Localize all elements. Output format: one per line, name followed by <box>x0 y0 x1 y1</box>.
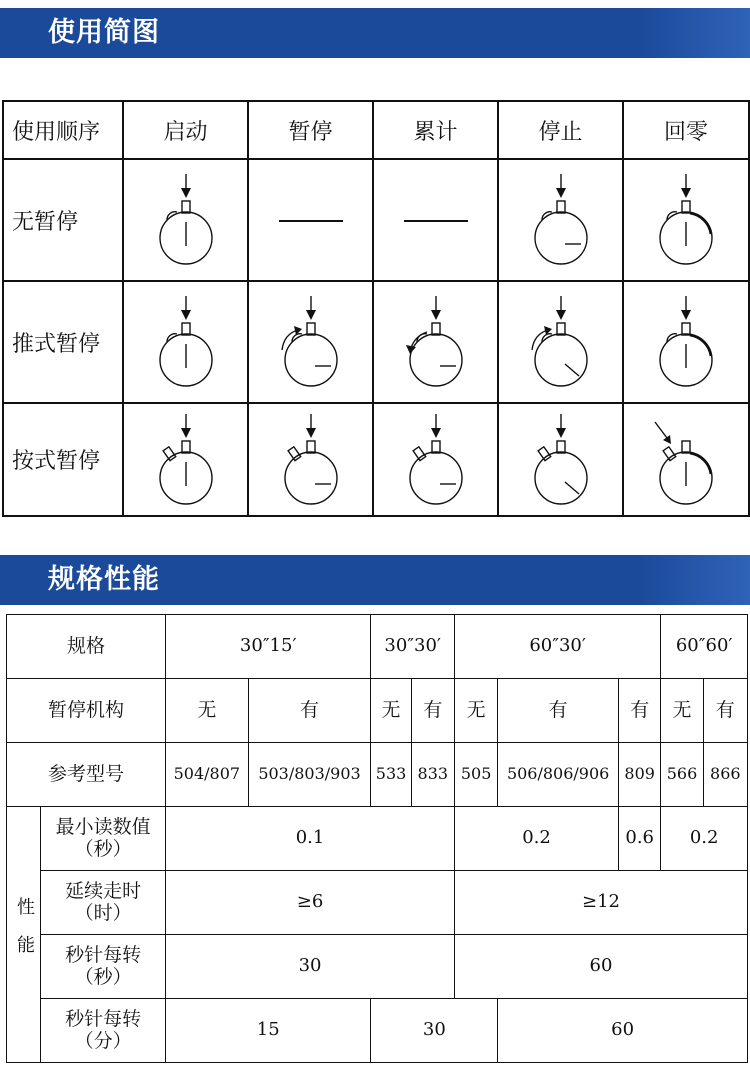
spec-row-model <box>7 743 748 807</box>
stopwatch-push-cumulate-icon <box>391 292 481 392</box>
arrow-head <box>556 428 566 438</box>
spec-label <box>41 935 166 999</box>
pause-value: 有 <box>498 679 619 743</box>
watch-hand <box>565 482 579 494</box>
model-value: 809 <box>619 743 661 807</box>
crown <box>682 323 690 335</box>
spec-row-pause <box>7 679 748 743</box>
not-applicable-dash <box>279 220 343 222</box>
press-arrow-head <box>663 435 671 444</box>
stopwatch-push-pause-icon <box>266 292 356 392</box>
crown <box>307 323 315 335</box>
usage-header-stop: 停止 <box>498 101 623 159</box>
arrow-head <box>306 428 316 438</box>
spec-value: 30″30′ <box>371 615 455 679</box>
spec-label-unit: （秒） <box>74 837 132 860</box>
usage-header-order: 使用顺序 <box>3 101 123 159</box>
spec-label <box>41 871 166 935</box>
crown <box>432 323 440 335</box>
spec-value: 60 <box>454 935 747 999</box>
spec-value: 60 <box>498 999 748 1063</box>
stopwatch-reset-icon <box>641 292 731 392</box>
stopwatch-stop-icon <box>516 170 606 270</box>
usage-cell <box>248 281 373 403</box>
spec-label-text: 延续走时 <box>65 879 142 902</box>
pause-value: 有 <box>703 679 747 743</box>
usage-row-press-pause <box>3 403 749 516</box>
usage-cell <box>498 403 623 516</box>
model-value: 566 <box>661 743 703 807</box>
spec-label: 暂停机构 <box>7 679 166 743</box>
crown <box>557 441 565 453</box>
usage-header-cumulate: 累计 <box>373 101 498 159</box>
pause-value: 无 <box>371 679 411 743</box>
spec-row-minutes-per-rev <box>7 999 748 1063</box>
model-value: 503/803/903 <box>248 743 371 807</box>
spec-label-unit: （秒） <box>74 965 132 988</box>
spec-row-duration <box>7 871 748 935</box>
reset-arc <box>690 453 711 474</box>
watch-case <box>410 334 462 386</box>
spec-value: 0.1 <box>166 807 455 871</box>
crown <box>307 441 315 453</box>
spec-value: 60″60′ <box>661 615 748 679</box>
spec-value: ≥12 <box>454 871 747 935</box>
spec-label-text: 秒针每转 <box>65 1007 142 1030</box>
watch-case <box>535 452 587 504</box>
usage-row-label: 推式暂停 <box>3 281 123 403</box>
stopwatch-press-pause-icon <box>266 410 356 510</box>
watch-hand <box>565 364 579 376</box>
crown <box>682 441 690 453</box>
stopwatch-press-cumulate-icon <box>391 410 481 510</box>
spec-label <box>41 807 166 871</box>
spec-row-seconds-per-rev <box>7 935 748 999</box>
usage-cell <box>123 281 248 403</box>
usage-header-pause: 暂停 <box>248 101 373 159</box>
arrow-head <box>181 428 191 438</box>
crown <box>182 323 190 335</box>
usage-row-no-pause <box>3 159 749 281</box>
spec-label-text: 最小读数值 <box>55 815 151 838</box>
spec-value: 30 <box>166 935 455 999</box>
usage-cell <box>623 403 749 516</box>
crown <box>182 201 190 213</box>
stopwatch-press-reset-icon <box>641 410 731 510</box>
pause-value: 有 <box>248 679 371 743</box>
pause-value: 无 <box>166 679 249 743</box>
spec-row-min-reading <box>7 807 748 871</box>
usage-cell <box>248 159 373 281</box>
spec-label-text: 秒针每转 <box>65 943 142 966</box>
arrow-head <box>431 310 441 320</box>
model-value: 504/807 <box>166 743 249 807</box>
arrow-head <box>556 310 566 320</box>
spec-label <box>41 999 166 1063</box>
watch-case <box>535 334 587 386</box>
arrow-head <box>181 310 191 320</box>
model-value: 505 <box>454 743 497 807</box>
spec-value: 30″15′ <box>166 615 371 679</box>
stopwatch-push-stop-icon <box>516 292 606 392</box>
watch-case <box>285 334 337 386</box>
arrow-head <box>556 188 566 198</box>
spec-section-title: 规格性能 <box>48 564 160 595</box>
reset-arc <box>690 213 711 234</box>
model-value: 506/806/906 <box>498 743 619 807</box>
usage-cell <box>373 403 498 516</box>
usage-row-label: 无暂停 <box>3 159 123 281</box>
arrow-head <box>306 310 316 320</box>
spec-value: 30 <box>371 999 498 1063</box>
spec-value: 0.6 <box>619 807 661 871</box>
pause-value: 无 <box>661 679 703 743</box>
arrow-head <box>681 188 691 198</box>
crown <box>682 201 690 213</box>
crown <box>432 441 440 453</box>
usage-cell <box>373 159 498 281</box>
usage-header-reset: 回零 <box>623 101 749 159</box>
usage-section-header <box>0 8 750 58</box>
header-accent <box>640 8 750 58</box>
pause-value: 无 <box>454 679 497 743</box>
spec-label: 规格 <box>7 615 166 679</box>
arrow-head <box>681 310 691 320</box>
crown <box>557 323 565 335</box>
spec-value: 60″30′ <box>454 615 660 679</box>
model-value: 833 <box>411 743 454 807</box>
watch-case <box>410 452 462 504</box>
model-value: 533 <box>371 743 411 807</box>
pause-value: 有 <box>619 679 661 743</box>
spec-label-unit: （分） <box>74 1029 132 1052</box>
press-arrow-shaft <box>655 422 667 438</box>
stopwatch-press-start-icon <box>141 410 231 510</box>
usage-row-label: 按式暂停 <box>3 403 123 516</box>
stopwatch-start-icon <box>141 292 231 392</box>
pause-value: 有 <box>411 679 454 743</box>
spec-row-spec <box>7 615 748 679</box>
stopwatch-start-icon <box>141 170 231 270</box>
spec-value: 15 <box>166 999 371 1063</box>
usage-header-row <box>3 101 749 159</box>
usage-cell <box>123 159 248 281</box>
stopwatch-reset-icon <box>641 170 731 270</box>
usage-header-start: 启动 <box>123 101 248 159</box>
spec-value: ≥6 <box>166 871 455 935</box>
usage-cell <box>623 159 749 281</box>
usage-cell <box>373 281 498 403</box>
crown <box>557 201 565 213</box>
usage-row-push-pause <box>3 281 749 403</box>
watch-case <box>535 212 587 264</box>
stopwatch-press-stop-icon <box>516 410 606 510</box>
usage-cell <box>498 281 623 403</box>
performance-group-label: 性能 <box>7 807 41 1063</box>
spec-label-unit: （时） <box>74 901 132 924</box>
spec-table <box>6 614 748 1063</box>
header-accent <box>640 555 750 605</box>
usage-cell <box>623 281 749 403</box>
spec-value: 0.2 <box>454 807 618 871</box>
arrow-head <box>181 188 191 198</box>
crown <box>182 441 190 453</box>
usage-cell <box>123 403 248 516</box>
spec-value: 0.2 <box>661 807 748 871</box>
usage-diagram-table <box>2 100 750 517</box>
spec-label: 参考型号 <box>7 743 166 807</box>
usage-cell <box>248 403 373 516</box>
not-applicable-dash <box>404 220 468 222</box>
watch-case <box>285 452 337 504</box>
arrow-head <box>431 428 441 438</box>
usage-cell <box>498 159 623 281</box>
spec-section-header <box>0 555 750 605</box>
reset-arc <box>690 335 711 356</box>
usage-section-title: 使用简图 <box>48 17 160 48</box>
model-value: 866 <box>703 743 747 807</box>
